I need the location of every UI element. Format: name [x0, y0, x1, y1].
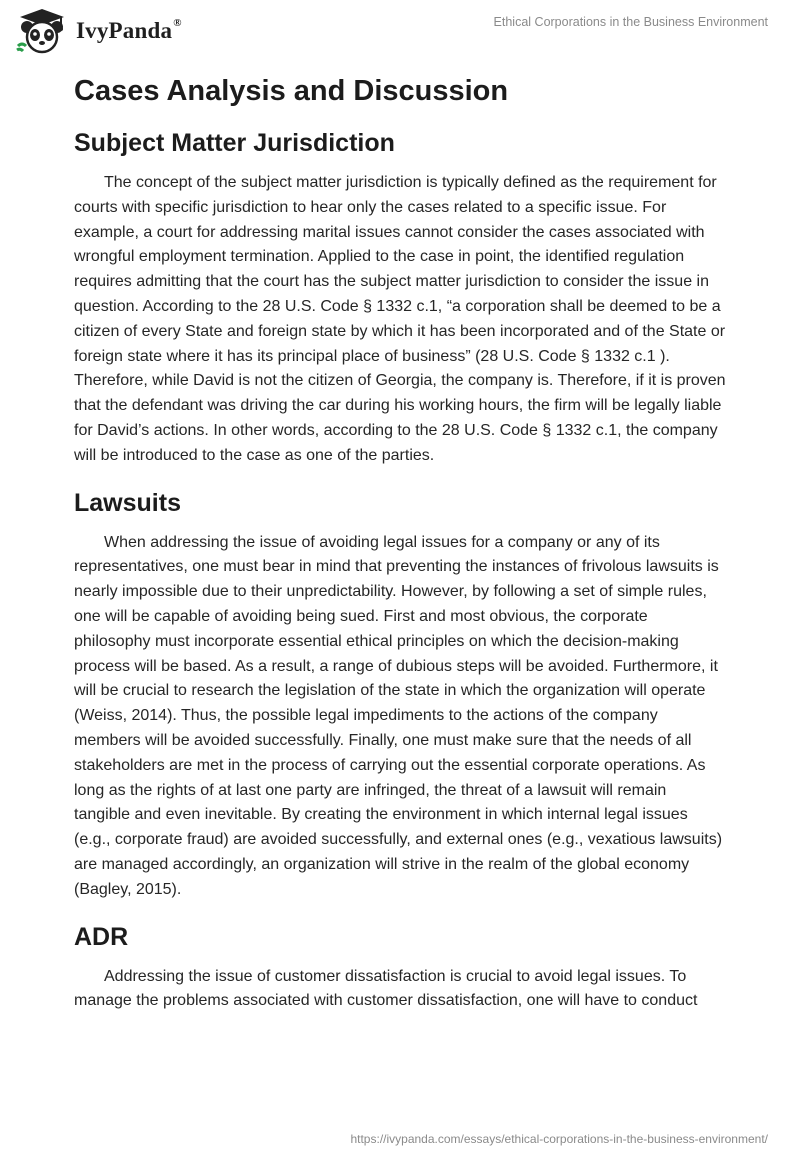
- section-heading-jurisdiction: Subject Matter Jurisdiction: [74, 129, 395, 157]
- section-paragraph-jurisdiction: The concept of the subject matter jurisdiction is typically defined as the requirement for courts with specific jurisdiction to hear only the cases related to a specific issue. For example, a court for addressing marital issues cannot consider the cases associated with wrongful employment termination. Applied to the case in point, the identified regulation requires admitting that the court has the subject matter jurisdiction to consider the issue in question. According to the 28 U.S. Code § 1332 c.1, “a corporation shall be deemed to be a citizen of every State and foreign state by which it has been incorporated and of the State or foreign state where it has its principal place of business” (28 U.S. Code § 1332 c.1 ). Therefore, while David is not the citizen of Georgia, the company is. Therefore, if it is proven that the defendant was driving the car during his working hours, the firm will be legally liable for David’s actions. In other words, according to the 28 U.S. Code § 1332 c.1, the company will be introduced to the case as one of the parties.: [74, 174, 726, 464]
- article-body: [74, 70, 726, 1030]
- section-paragraph-lawsuits: When addressing the issue of avoiding legal issues for a company or any of its representatives, one must bear in mind that preventing the instances of frivolous lawsuits is nearly impossible due to their unpredictability. However, by following a set of simple rules, one will be capable of avoiding being sued. First and most obvious, the corporate philosophy must incorporate essential ethical principles on which the decision-making process will be based. As a result, a range of dubious steps will be avoided. Furthermore, it will be crucial to research the legislation of the state in which the organization will operate (Weiss, 2014). Thus, the possible legal impediments to the actions of the company members will be avoided successfully. Finally, one must make sure that the needs of all stakeholders are met in the process of carrying out the essential corporate operations. As long as the rights of at last one party are infringed, the threat of a lawsuit will remain tangible and even inevitable. By creating the environment in which internal legal issues (e.g., corporate fraud) are avoided successfully, and external ones (e.g., vexatious lawsuits) are managed accordingly, an organization will strive in the realm of the global economy (Bagley, 2015).: [74, 533, 723, 898]
- brand-name: IvyPanda®: [76, 17, 182, 43]
- page-title: Cases Analysis and Discussion: [74, 75, 509, 107]
- page-header: [0, 0, 800, 60]
- source-url[interactable]: https://ivypanda.com/essays/ethical-corporations-in-the-business-environment/: [350, 1132, 768, 1146]
- logo[interactable]: [14, 8, 182, 54]
- section-paragraph-adr: Addressing the issue of customer dissatisfaction is crucial to avoid legal issues. To manage the problems associated with customer dissatisfaction, one will have to conduct: [74, 967, 698, 1010]
- panda-graduate-icon: [14, 8, 70, 54]
- section-heading-lawsuits: Lawsuits: [74, 488, 181, 517]
- section-heading-adr: ADR: [74, 922, 129, 951]
- document-title: Ethical Corporations in the Business Environment: [493, 15, 768, 29]
